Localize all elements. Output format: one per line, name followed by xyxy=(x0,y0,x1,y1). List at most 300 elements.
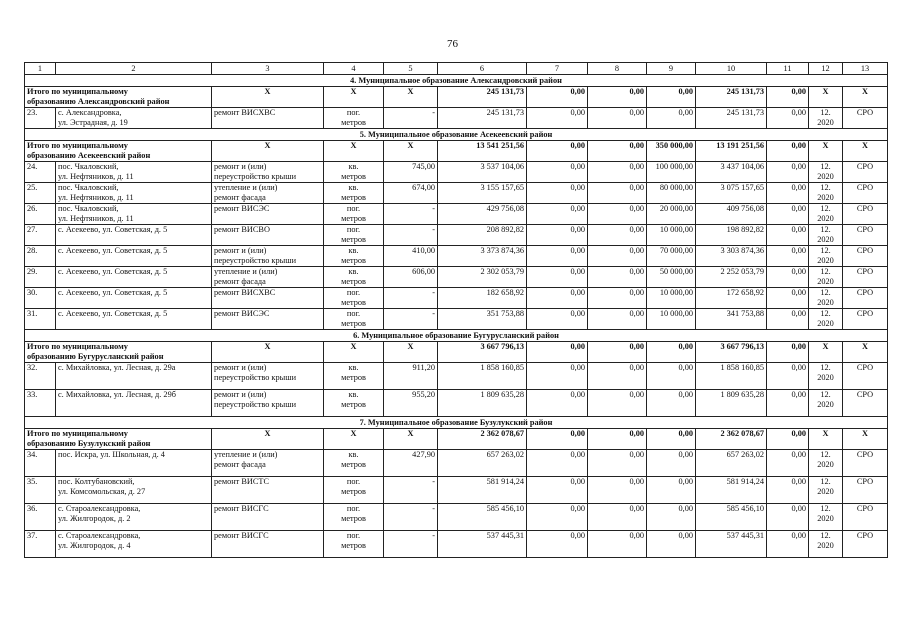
address-line-1: с. Асекеево, ул. Советская, д. 5 xyxy=(58,309,168,318)
address xyxy=(56,267,212,288)
unit xyxy=(324,531,384,558)
work-type xyxy=(212,267,324,288)
col-13: СРО xyxy=(843,450,888,477)
address-line-1: пос. Искра, ул. Школьная, д. 4 xyxy=(58,450,165,459)
col-7: 0,00 xyxy=(527,363,588,390)
deadline-line-1: 12. xyxy=(820,363,831,372)
work-type-line-1: ремонт ВИСХВС xyxy=(214,108,276,117)
table-row xyxy=(25,288,888,309)
address xyxy=(56,477,212,504)
column-number-1: 1 xyxy=(25,63,56,75)
cost: 2 302 053,79 xyxy=(438,267,527,288)
work-type-line-2: переустройство крыши xyxy=(214,172,297,181)
total-label-line-2: образованию Александровский район xyxy=(27,97,170,106)
work-type-line-2: ремонт фасада xyxy=(214,277,266,286)
row-number: 27. xyxy=(25,225,56,246)
col-9: 100 000,00 xyxy=(647,162,696,183)
total-col-7: 0,00 xyxy=(527,87,588,108)
column-number-10: 10 xyxy=(696,63,767,75)
total-cost: 245 131,73 xyxy=(438,87,527,108)
col-7: 0,00 xyxy=(527,531,588,558)
deadline-line-2: 2020 xyxy=(817,298,834,307)
col-10: 3 303 874,36 xyxy=(696,246,767,267)
deadline-line-1: 12. xyxy=(820,204,831,213)
deadline-line-1: 12. xyxy=(820,309,831,318)
unit-line-2: метров xyxy=(341,193,366,202)
row-number: 31. xyxy=(25,309,56,330)
address-line-1: с. Асекеево, ул. Советская, д. 5 xyxy=(58,267,168,276)
deadline xyxy=(809,225,843,246)
work-type-line-1: ремонт ВИСГС xyxy=(214,531,269,540)
total-unit: Х xyxy=(324,141,384,162)
row-number: 26. xyxy=(25,204,56,225)
address xyxy=(56,504,212,531)
unit xyxy=(324,204,384,225)
table-row xyxy=(25,309,888,330)
row-number: 35. xyxy=(25,477,56,504)
work-type xyxy=(212,477,324,504)
col-7: 0,00 xyxy=(527,225,588,246)
unit-line-1: кв. xyxy=(348,363,359,372)
col-10: 581 914,24 xyxy=(696,477,767,504)
col-8: 0,00 xyxy=(588,108,647,129)
deadline-line-1: 12. xyxy=(820,288,831,297)
col-13: СРО xyxy=(843,162,888,183)
work-type xyxy=(212,363,324,390)
deadline-line-2: 2020 xyxy=(817,541,834,550)
col-9: 10 000,00 xyxy=(647,288,696,309)
unit xyxy=(324,450,384,477)
total-label-line-1: Итого по муниципальному xyxy=(27,429,128,438)
total-unit: Х xyxy=(324,87,384,108)
address xyxy=(56,531,212,558)
section-heading: 6. Муниципальное образование Бугурусланский район xyxy=(25,330,888,342)
quantity: 955,20 xyxy=(384,390,438,417)
col-10: 657 263,02 xyxy=(696,450,767,477)
total-label-line-2: образованию Асекеевский район xyxy=(27,151,151,160)
total-label-line-1: Итого по муниципальному xyxy=(27,342,128,351)
col-9: 10 000,00 xyxy=(647,225,696,246)
col-7: 0,00 xyxy=(527,246,588,267)
work-type-line-2: переустройство крыши xyxy=(214,256,297,265)
col-8: 0,00 xyxy=(588,288,647,309)
unit xyxy=(324,390,384,417)
col-8: 0,00 xyxy=(588,390,647,417)
total-col-7: 0,00 xyxy=(527,342,588,363)
address-line-2: ул. Нефтяников, д. 11 xyxy=(58,172,134,181)
col-13: СРО xyxy=(843,309,888,330)
total-quantity: Х xyxy=(384,87,438,108)
col-10: 172 658,92 xyxy=(696,288,767,309)
unit xyxy=(324,183,384,204)
unit-line-2: метров xyxy=(341,373,366,382)
deadline xyxy=(809,108,843,129)
col-10: 585 456,10 xyxy=(696,504,767,531)
col-11: 0,00 xyxy=(767,267,809,288)
unit-line-2: метров xyxy=(341,487,366,496)
deadline-line-1: 12. xyxy=(820,450,831,459)
unit xyxy=(324,267,384,288)
col-8: 0,00 xyxy=(588,267,647,288)
cost: 182 658,92 xyxy=(438,288,527,309)
quantity: 606,00 xyxy=(384,267,438,288)
total-col-8: 0,00 xyxy=(588,141,647,162)
address-line-1: пос. Чкаловский, xyxy=(58,183,119,192)
total-label-line-2: образованию Бугурусланский район xyxy=(27,352,164,361)
address-line-2: ул. Комсомольская, д. 27 xyxy=(58,487,146,496)
col-7: 0,00 xyxy=(527,204,588,225)
col-13: СРО xyxy=(843,183,888,204)
unit-line-1: кв. xyxy=(348,246,359,255)
total-col-10: 3 667 796,13 xyxy=(696,342,767,363)
cost: 245 131,73 xyxy=(438,108,527,129)
work-type-line-2: переустройство крыши xyxy=(214,373,297,382)
address-line-1: с. Асекеево, ул. Советская, д. 5 xyxy=(58,288,168,297)
work-type xyxy=(212,183,324,204)
work-type xyxy=(212,225,324,246)
cost: 1 858 160,85 xyxy=(438,363,527,390)
column-number-9: 9 xyxy=(647,63,696,75)
total-unit: Х xyxy=(324,429,384,450)
unit-line-2: метров xyxy=(341,256,366,265)
unit-line-1: пог. xyxy=(346,504,361,513)
table-row xyxy=(25,162,888,183)
work-type-line-2: переустройство крыши xyxy=(214,400,297,409)
deadline xyxy=(809,363,843,390)
address xyxy=(56,162,212,183)
col-10: 3 075 157,65 xyxy=(696,183,767,204)
deadline-line-2: 2020 xyxy=(817,487,834,496)
total-work-type: Х xyxy=(212,141,324,162)
deadline-line-1: 12. xyxy=(820,267,831,276)
total-unit: Х xyxy=(324,342,384,363)
total-quantity: Х xyxy=(384,141,438,162)
section-total-row xyxy=(25,342,888,363)
row-number: 37. xyxy=(25,531,56,558)
col-9: 0,00 xyxy=(647,477,696,504)
work-type xyxy=(212,108,324,129)
work-type xyxy=(212,390,324,417)
work-type-line-1: утепление и (или) xyxy=(214,450,278,459)
total-col-9: 0,00 xyxy=(647,429,696,450)
work-type xyxy=(212,162,324,183)
cost: 3 373 874,36 xyxy=(438,246,527,267)
unit-line-2: метров xyxy=(341,460,366,469)
column-number-header xyxy=(25,63,888,75)
quantity: 674,00 xyxy=(384,183,438,204)
total-label xyxy=(25,429,212,450)
deadline-line-1: 12. xyxy=(820,162,831,171)
quantity: - xyxy=(384,504,438,531)
work-type-line-1: ремонт и (или) xyxy=(214,162,267,171)
address-line-1: с. Михайловка, ул. Лесная, д. 29б xyxy=(58,390,176,399)
unit-line-2: метров xyxy=(341,298,366,307)
total-col-13: Х xyxy=(843,141,888,162)
work-type xyxy=(212,246,324,267)
col-7: 0,00 xyxy=(527,477,588,504)
col-8: 0,00 xyxy=(588,309,647,330)
deadline-line-1: 12. xyxy=(820,504,831,513)
deadline xyxy=(809,183,843,204)
work-type-line-1: утепление и (или) xyxy=(214,267,278,276)
deadline-line-1: 12. xyxy=(820,183,831,192)
row-number: 24. xyxy=(25,162,56,183)
col-7: 0,00 xyxy=(527,162,588,183)
unit-line-2: метров xyxy=(341,235,366,244)
deadline xyxy=(809,531,843,558)
table-body xyxy=(25,63,888,558)
col-7: 0,00 xyxy=(527,183,588,204)
section-heading-row xyxy=(25,417,888,429)
unit-line-2: метров xyxy=(341,277,366,286)
col-8: 0,00 xyxy=(588,204,647,225)
work-type-line-1: ремонт ВИСЭС xyxy=(214,309,270,318)
row-number: 36. xyxy=(25,504,56,531)
total-cost: 3 667 796,13 xyxy=(438,342,527,363)
total-quantity: Х xyxy=(384,429,438,450)
cost: 657 263,02 xyxy=(438,450,527,477)
address-line-1: с. Староалександровка, xyxy=(58,531,141,540)
deadline-line-2: 2020 xyxy=(817,256,834,265)
work-type xyxy=(212,504,324,531)
total-label-line-2: образованию Бузулукский район xyxy=(27,439,151,448)
deadline xyxy=(809,288,843,309)
total-label xyxy=(25,342,212,363)
unit-line-1: кв. xyxy=(348,162,359,171)
page-number: 76 xyxy=(447,38,458,50)
work-type-line-1: ремонт ВИСВО xyxy=(214,225,270,234)
address-line-1: пос. Чкаловский, xyxy=(58,162,119,171)
table-row xyxy=(25,267,888,288)
row-number: 28. xyxy=(25,246,56,267)
col-8: 0,00 xyxy=(588,246,647,267)
col-13: СРО xyxy=(843,246,888,267)
col-9: 70 000,00 xyxy=(647,246,696,267)
col-9: 50 000,00 xyxy=(647,267,696,288)
row-number: 23. xyxy=(25,108,56,129)
unit-line-2: метров xyxy=(341,214,366,223)
unit xyxy=(324,225,384,246)
total-col-10: 13 191 251,56 xyxy=(696,141,767,162)
address xyxy=(56,450,212,477)
col-10: 3 437 104,06 xyxy=(696,162,767,183)
deadline xyxy=(809,162,843,183)
column-number-6: 6 xyxy=(438,63,527,75)
unit-line-2: метров xyxy=(341,319,366,328)
col-9: 10 000,00 xyxy=(647,309,696,330)
total-col-9: 350 000,00 xyxy=(647,141,696,162)
deadline-line-2: 2020 xyxy=(817,514,834,523)
quantity: 427,90 xyxy=(384,450,438,477)
unit-line-1: кв. xyxy=(348,267,359,276)
col-7: 0,00 xyxy=(527,309,588,330)
column-number-5: 5 xyxy=(384,63,438,75)
cost: 429 756,08 xyxy=(438,204,527,225)
table-row xyxy=(25,504,888,531)
total-col-13: Х xyxy=(843,429,888,450)
cost: 3 537 104,06 xyxy=(438,162,527,183)
col-9: 0,00 xyxy=(647,504,696,531)
address-line-1: с. Асекеево, ул. Советская, д. 5 xyxy=(58,225,168,234)
col-13: СРО xyxy=(843,477,888,504)
quantity: - xyxy=(384,204,438,225)
address-line-2: ул. Нефтяников, д. 11 xyxy=(58,193,134,202)
section-heading-row xyxy=(25,330,888,342)
row-number: 33. xyxy=(25,390,56,417)
column-number-11: 11 xyxy=(767,63,809,75)
deadline xyxy=(809,390,843,417)
work-type-line-1: утепление и (или) xyxy=(214,183,278,192)
section-total-row xyxy=(25,87,888,108)
deadline-line-2: 2020 xyxy=(817,118,834,127)
column-number-12: 12 xyxy=(809,63,843,75)
quantity: - xyxy=(384,108,438,129)
total-col-12: Х xyxy=(809,141,843,162)
col-8: 0,00 xyxy=(588,225,647,246)
deadline-line-1: 12. xyxy=(820,225,831,234)
col-8: 0,00 xyxy=(588,450,647,477)
work-type-line-1: ремонт и (или) xyxy=(214,246,267,255)
deadline-line-2: 2020 xyxy=(817,277,834,286)
total-col-10: 245 131,73 xyxy=(696,87,767,108)
total-col-7: 0,00 xyxy=(527,429,588,450)
address xyxy=(56,309,212,330)
deadline-line-2: 2020 xyxy=(817,235,834,244)
total-col-12: Х xyxy=(809,87,843,108)
col-13: СРО xyxy=(843,363,888,390)
col-11: 0,00 xyxy=(767,246,809,267)
work-type-line-2: ремонт фасада xyxy=(214,460,266,469)
total-col-11: 0,00 xyxy=(767,87,809,108)
work-type-line-1: ремонт ВИСХВС xyxy=(214,288,276,297)
work-type xyxy=(212,450,324,477)
row-number: 34. xyxy=(25,450,56,477)
column-number-4: 4 xyxy=(324,63,384,75)
col-13: СРО xyxy=(843,531,888,558)
section-total-row xyxy=(25,141,888,162)
col-10: 341 753,88 xyxy=(696,309,767,330)
table-row xyxy=(25,477,888,504)
unit-line-1: кв. xyxy=(348,183,359,192)
col-9: 0,00 xyxy=(647,450,696,477)
deadline-line-2: 2020 xyxy=(817,172,834,181)
unit-line-1: пог. xyxy=(346,108,361,117)
column-number-13: 13 xyxy=(843,63,888,75)
work-type-line-1: ремонт ВИСГС xyxy=(214,504,269,513)
address-line-1: пос. Колтубановский, xyxy=(58,477,135,486)
column-number-7: 7 xyxy=(527,63,588,75)
col-11: 0,00 xyxy=(767,531,809,558)
deadline-line-2: 2020 xyxy=(817,373,834,382)
total-label-line-1: Итого по муниципальному xyxy=(27,87,128,96)
total-col-8: 0,00 xyxy=(588,342,647,363)
row-number: 29. xyxy=(25,267,56,288)
total-quantity: Х xyxy=(384,342,438,363)
work-type-line-1: ремонт и (или) xyxy=(214,390,267,399)
repair-register-table xyxy=(24,62,888,558)
column-number-3: 3 xyxy=(212,63,324,75)
col-8: 0,00 xyxy=(588,162,647,183)
col-10: 409 756,08 xyxy=(696,204,767,225)
deadline-line-1: 12. xyxy=(820,477,831,486)
address-line-1: с. Михайловка, ул. Лесная, д. 29а xyxy=(58,363,176,372)
table-row xyxy=(25,450,888,477)
deadline-line-2: 2020 xyxy=(817,400,834,409)
col-11: 0,00 xyxy=(767,477,809,504)
address xyxy=(56,288,212,309)
address-line-2: ул. Эстрадная, д. 19 xyxy=(58,118,128,127)
unit-line-1: кв. xyxy=(348,390,359,399)
col-13: СРО xyxy=(843,267,888,288)
section-heading: 7. Муниципальное образование Бузулукский район xyxy=(25,417,888,429)
total-col-9: 0,00 xyxy=(647,342,696,363)
col-13: СРО xyxy=(843,225,888,246)
work-type-line-2: ремонт фасада xyxy=(214,193,266,202)
section-heading-row xyxy=(25,75,888,87)
total-label-line-1: Итого по муниципальному xyxy=(27,141,128,150)
section-heading: 4. Муниципальное образование Александровский район xyxy=(25,75,888,87)
deadline xyxy=(809,309,843,330)
quantity: - xyxy=(384,225,438,246)
address xyxy=(56,108,212,129)
total-col-13: Х xyxy=(843,342,888,363)
col-11: 0,00 xyxy=(767,162,809,183)
total-col-8: 0,00 xyxy=(588,429,647,450)
cost: 351 753,88 xyxy=(438,309,527,330)
col-8: 0,00 xyxy=(588,183,647,204)
col-11: 0,00 xyxy=(767,288,809,309)
col-8: 0,00 xyxy=(588,363,647,390)
col-11: 0,00 xyxy=(767,309,809,330)
unit-line-1: пог. xyxy=(346,309,361,318)
deadline-line-1: 12. xyxy=(820,531,831,540)
unit-line-2: метров xyxy=(341,541,366,550)
work-type xyxy=(212,309,324,330)
quantity: - xyxy=(384,477,438,504)
col-10: 537 445,31 xyxy=(696,531,767,558)
address-line-2: ул. Нефтяников, д. 11 xyxy=(58,214,134,223)
cost: 3 155 157,65 xyxy=(438,183,527,204)
quantity: 911,20 xyxy=(384,363,438,390)
col-9: 0,00 xyxy=(647,531,696,558)
col-9: 0,00 xyxy=(647,108,696,129)
deadline xyxy=(809,477,843,504)
address xyxy=(56,204,212,225)
col-9: 0,00 xyxy=(647,390,696,417)
unit-line-1: пог. xyxy=(346,225,361,234)
deadline-line-2: 2020 xyxy=(817,193,834,202)
unit-line-2: метров xyxy=(341,172,366,181)
work-type-line-1: ремонт ВИСЭС xyxy=(214,204,270,213)
col-8: 0,00 xyxy=(588,477,647,504)
col-13: СРО xyxy=(843,288,888,309)
deadline-line-2: 2020 xyxy=(817,214,834,223)
deadline-line-2: 2020 xyxy=(817,319,834,328)
col-8: 0,00 xyxy=(588,504,647,531)
deadline xyxy=(809,267,843,288)
cost: 1 809 635,28 xyxy=(438,390,527,417)
unit xyxy=(324,246,384,267)
col-11: 0,00 xyxy=(767,450,809,477)
unit xyxy=(324,108,384,129)
address xyxy=(56,225,212,246)
table-row xyxy=(25,246,888,267)
total-col-9: 0,00 xyxy=(647,87,696,108)
cost: 585 456,10 xyxy=(438,504,527,531)
col-7: 0,00 xyxy=(527,450,588,477)
address xyxy=(56,246,212,267)
unit xyxy=(324,162,384,183)
